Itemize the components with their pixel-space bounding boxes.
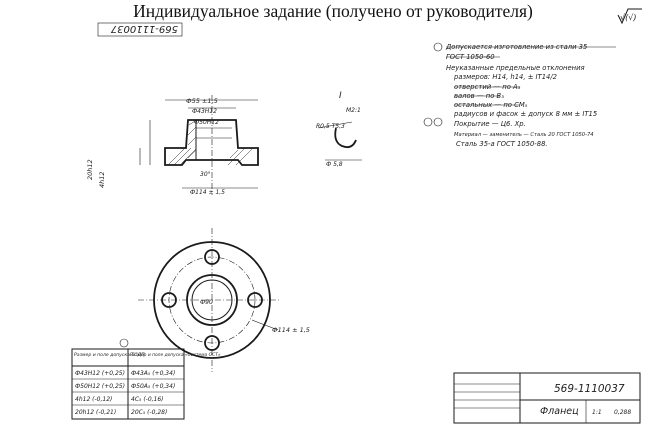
title-sheet: 0,288 xyxy=(614,409,632,416)
dim-height-left: 20h12 xyxy=(86,159,94,180)
section-view xyxy=(86,95,258,196)
table-cell-2-0: 4h12 (-0,12) xyxy=(75,396,113,403)
detail-label: I xyxy=(339,91,342,101)
rotated-doc-code-text: 569-1110037 xyxy=(110,23,178,34)
table-cell-1-0: Ф50Н12 (+0,25) xyxy=(75,383,125,390)
note-4: отверстий — по A₃ xyxy=(454,83,521,91)
note-3: размеров: H14, h14, ± IT14/2 xyxy=(454,73,557,81)
note-8: Покрытие — Ц6. Хр. xyxy=(454,120,526,128)
detail-view xyxy=(316,91,362,168)
title-block xyxy=(454,373,640,423)
page-title: Индивидуальное задание (получено от руководителя) xyxy=(133,1,533,21)
note-7: радиусов и фасок ± допуск 8 мм ± IT15 xyxy=(454,110,598,118)
table-cell-0-1: Ф43А₅ (+0,34) xyxy=(131,370,176,377)
dim-top-width: Ф55 ±1,5 xyxy=(186,97,218,105)
note-5: валов — по B₃ xyxy=(454,92,504,100)
note-10: Сталь 35-а ГОСТ 1050-88. xyxy=(456,140,548,148)
note-0: Допускается изготовление из стали 35 xyxy=(446,43,588,51)
roughness-mark-text: √(√) xyxy=(620,13,637,22)
note-9: Материал — заменитель — Сталь 20 ГОСТ 1050-74 xyxy=(454,132,594,138)
detail-dia: Ф 5,8 xyxy=(326,161,343,168)
dim-bore-top: Ф43Н12 xyxy=(192,108,217,115)
detail-scale: М2:1 xyxy=(346,107,361,114)
dim-angle: 30° xyxy=(200,171,211,178)
notes-block xyxy=(424,43,616,148)
dim-bore-mid: Ф50Н12 xyxy=(194,119,219,126)
title-part-name: Фланец xyxy=(540,406,579,417)
rotated-doc-code xyxy=(98,23,182,36)
detail-radius: R0,5 Т5,3 xyxy=(316,123,345,130)
note-6: остальных — по CM₅ xyxy=(454,101,528,109)
table-cell-3-0: 20h12 (-0,21) xyxy=(75,409,117,416)
hatching xyxy=(168,121,253,165)
note-1: ГОСТ 1050-60 xyxy=(446,53,495,61)
table-cell-2-1: 4С₅ (-0,16) xyxy=(131,396,164,403)
roughness-mark xyxy=(618,9,642,23)
dim-height-small: 4h12 xyxy=(98,171,106,188)
table-header-1: Размер и поле допуска «Система ОСТ» xyxy=(130,353,221,358)
dim-outer-plan: Ф114 ± 1,5 xyxy=(272,326,310,334)
table-cell-3-1: 20С₅ (-0,28) xyxy=(131,409,168,416)
table-cell-1-1: Ф50А₅ (+0,34) xyxy=(131,383,176,390)
title-doc-code: 569-1110037 xyxy=(554,383,625,395)
dim-bolt-circle: Ф90 xyxy=(200,299,213,306)
table-header-0: Размер и поле допуска ЕСДП xyxy=(74,353,145,358)
table-cell-0-0: Ф43Н12 (+0,25) xyxy=(75,370,125,377)
title-scale: 1:1 xyxy=(592,409,602,416)
plan-view xyxy=(138,228,310,372)
tolerance-table xyxy=(72,339,221,419)
note-2: Неуказанные предельные отклонения xyxy=(446,64,585,72)
dim-outer-section: Ф114 ± 1,5 xyxy=(190,189,226,196)
